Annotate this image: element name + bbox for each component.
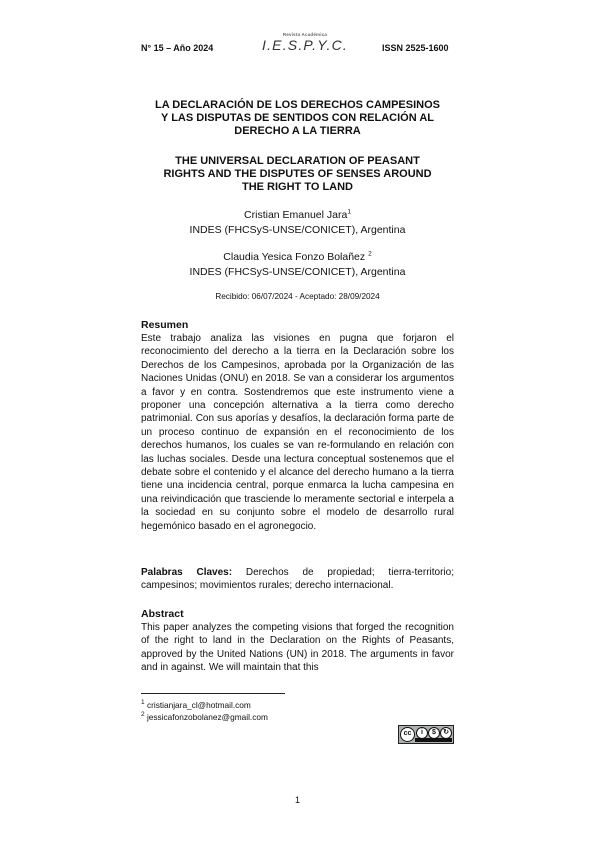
- title-en-line: THE RIGHT TO LAND: [241, 181, 353, 193]
- author-name: [141, 208, 454, 223]
- journal-logo: [255, 32, 355, 52]
- received-accepted-dates: Recibido: 06/07/2024 - Aceptado: 28/09/2024: [215, 292, 380, 301]
- keywords-text: Derechos de propiedad; tierra-territorio; campesinos; movimientos rurales; derecho internacional.: [141, 567, 454, 592]
- sharealike-icon: ↻: [440, 727, 452, 739]
- title-en-line: THE UNIVERSAL DECLARATION OF PEASANT: [175, 155, 420, 167]
- footnote-number: 2: [141, 711, 145, 719]
- cc-icon: cc: [400, 727, 415, 742]
- author-block: [141, 250, 454, 280]
- footnotes: [141, 699, 268, 723]
- title-spanish: [141, 99, 454, 138]
- footnote-item: [141, 711, 268, 723]
- footnote-email-link[interactable]: cristianjara_cl@hotmail.com: [146, 700, 251, 710]
- keywords-label: Palabras Claves:: [141, 567, 233, 578]
- abstract-text: This paper analyzes the competing visions that forged the recognition of the right to land in the Declaration on the Rights of Peasants, approved by the United Nations (UN) in 2018. The arguments in favor and in against. We will maintain that this: [141, 622, 454, 674]
- issue-label: N° 15 – Año 2024: [141, 43, 214, 53]
- title-es-line: LA DECLARACIÓN DE LOS DERECHOS CAMPESINOS: [154, 99, 440, 111]
- footnote-divider: [141, 693, 285, 694]
- footnote-number: 1: [141, 699, 145, 707]
- author-name-text: Cristian Emanuel Jara: [244, 209, 348, 221]
- creative-commons-license-badge[interactable]: [398, 725, 454, 744]
- page-number: 1: [294, 795, 300, 805]
- author-block: [141, 208, 454, 238]
- title-english: [141, 155, 454, 194]
- footnote-item: [141, 699, 268, 711]
- author-name: [141, 250, 454, 265]
- footnote-mark[interactable]: 2: [368, 250, 372, 258]
- footnote-mark[interactable]: 1: [347, 208, 351, 216]
- attribution-icon: i: [416, 727, 428, 739]
- author-name-text: Claudia Yesica Fonzo Bolañez: [223, 251, 366, 263]
- author-affiliation: INDES (FHCSyS-UNSE/CONICET), Argentina: [189, 266, 406, 278]
- noncommercial-icon: $: [428, 727, 440, 739]
- title-es-line: DERECHO A LA TIERRA: [234, 125, 361, 137]
- license-strip: [415, 738, 452, 742]
- title-es-line: Y LAS DISPUTAS DE SENTIDOS CON RELACIÓN AL: [161, 112, 434, 124]
- abstract-heading: Abstract: [141, 608, 184, 620]
- title-en-line: RIGHTS AND THE DISPUTES OF SENSES AROUND: [163, 168, 432, 180]
- resumen-text: Este trabajo analiza las visiones en pugna que forjaron el reconocimiento del derecho a la tierra en la Declaración sobre los Derechos de los Campesinos, aprobada por la Organización de las Naciones Unidas (ONU) en 2018. Se van a considerar los argumentos a favor y en contra. Sostendremos que este instrumento viene a proponer una concepción alternativa a la tierra como derecho patrimonial. Con sus aporías y desafíos, la declaración forma parte de un proceso continuo de expansión en el reconocimiento de los derechos humanos, los cuales se van re-formulando en relación con las luchas sociales. Desde una lectura conceptual sostenemos que el debate sobre el contenido y el alcance del derecho humano a la tierra tiene una incidencia central, porque enmarca la lucha campesina en una reivindicación que trasciende lo meramente sectorial e interpela a la sociedad en su conjunto sobre el modelo de desarrollo rural hegemónico basado en el agronegocio.: [141, 333, 454, 532]
- keywords-paragraph: [141, 566, 454, 593]
- logo-subtitle: Revista Académica: [282, 32, 328, 37]
- logo-wordmark: I.E.S.P.Y.C.: [262, 37, 348, 53]
- footnote-email-link[interactable]: jessicafonzobolanez@gmail.com: [146, 712, 268, 722]
- resumen-heading: Resumen: [141, 319, 189, 331]
- author-affiliation: INDES (FHCSyS-UNSE/CONICET), Argentina: [189, 224, 406, 236]
- issn-label: ISSN 2525-1600: [382, 43, 449, 53]
